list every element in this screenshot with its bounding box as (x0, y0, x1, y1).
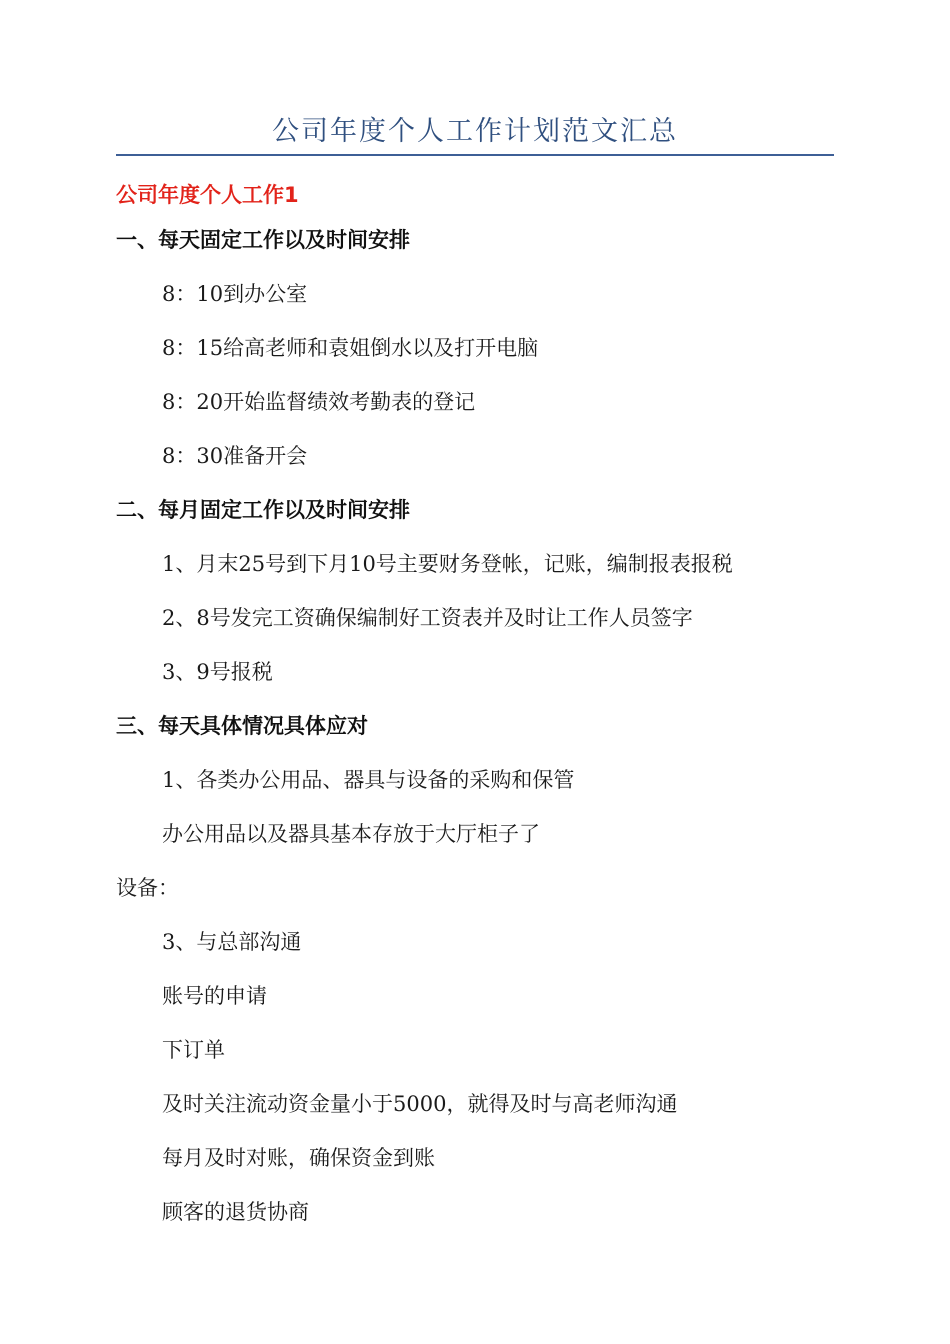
section-heading: 二、每月固定工作以及时间安排 (116, 498, 410, 522)
body-line: 1、月末25号到下月10号主要财务登帐，记账，编制报表报税 (162, 552, 733, 576)
body-line: 设备： (116, 876, 179, 900)
body-line: 2、8号发完工资确保编制好工资表并及时让工作人员签字 (162, 606, 693, 630)
body-line: 办公用品以及器具基本存放于大厅柜子了 (162, 822, 540, 846)
body-line: 8：30准备开会 (162, 444, 308, 468)
body-line: 3、与总部沟通 (162, 930, 302, 954)
body-line: 每月及时对账，确保资金到账 (162, 1146, 435, 1170)
body-line: 8：15给高老师和袁姐倒水以及打开电脑 (162, 336, 539, 360)
section-heading: 三、每天具体情况具体应对 (116, 714, 368, 738)
subtitle: 公司年度个人工作1 (116, 183, 299, 207)
body-line: 8：10到办公室 (162, 282, 308, 306)
document-title: 公司年度个人工作计划范文汇总 (272, 116, 678, 147)
body-line: 账号的申请 (162, 984, 267, 1008)
section-heading: 一、每天固定工作以及时间安排 (116, 228, 410, 252)
body-line: 8：20开始监督绩效考勤表的登记 (162, 390, 476, 414)
body-line: 顾客的退货协商 (162, 1200, 309, 1224)
body-line: 及时关注流动资金量小于5000，就得及时与高老师沟通 (162, 1092, 678, 1116)
body-line: 3、9号报税 (162, 660, 273, 684)
title-underline (116, 154, 834, 156)
body-line: 下订单 (162, 1038, 225, 1062)
body-line: 1、各类办公用品、器具与设备的采购和保管 (162, 768, 575, 792)
